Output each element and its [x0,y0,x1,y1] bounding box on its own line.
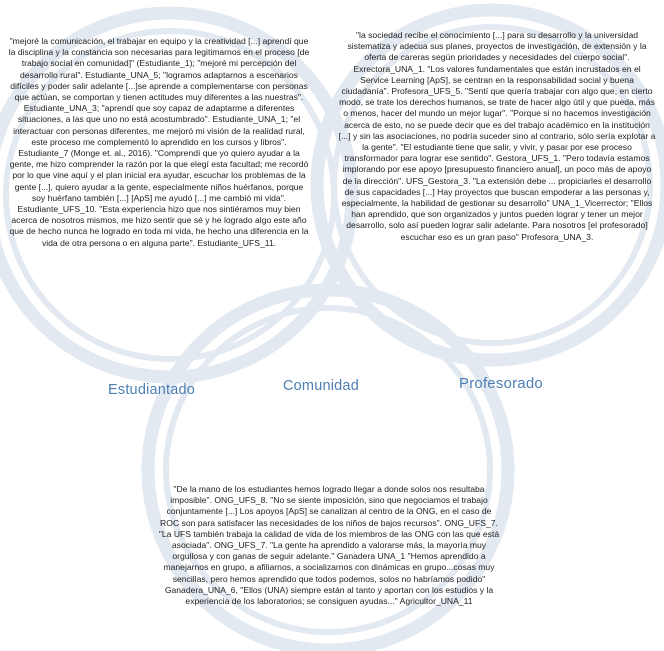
professors-quote-block: "la sociedad recibe el conocimiento [...] para su desarrollo y la universidad sistematiza y adecua sus planes, proyectos de investigación, de extensión y la oferta de careras según prioridades y necesidades del cuerpo social". Exrectora_UNA_1. "Los valores fundamentales que están incrustados en el Service Learning [ApS], se centran en la responsabilidad social y buena ciudadanía". Profesora_UFS_5. "Sentí que quería trabajar con algo que, en cierto modo, se trate los derechos humanos, se trate de hacer algo útil y que pueda, más o menos, hacer del mundo un mejor lugar". "Porque si no hacemos investigación acerca de esto, no se puede decir que es del trabajo académico en la institución [...] y sin las asociaciones, no podría suceder sino al contrario, sólo sería explotar a la gente". "El estudiante tiene que salir, y vivir, y pasar por ese proceso transformador para lograr ese sentido". Gestora_UFS_1. "Pero todavía estamos implorando por ese apoyo [presupuesto financiero anual], un poco más de apoyo de la dirección". UFS_Gestora_3. "La extensión debe ... propiciarles el desarrollo de sus capacidades [...] Hay proyectos que buscan empoderar a las personas y, especialmente, la habilidad de gestionar su desarrollo" UNA_1_Vicerrector; "Ellos han aprendido, que son organizados y juntos pueden lograr y tener un mejor desarrollo, solo así pueden lograr salir adelante. Para nosotros [el profesorado] escuchar eso es un gran paso" Profesora_UNA_3. [338,30,656,242]
community-label: Comunidad [283,378,359,394]
students-label: Estudiantado [108,382,196,398]
students-quote-block: "mejoré la comunicación, el trabajar en equipo y la creatividad [...] aprendí que la disciplina y la constancia son necesarias para legitimarnos en el proceso [de trabajo social en comunidad]" (Estudiante_1); "mejoré mi percepción del desarrollo rural". Estudiante_UNA_5; "logramos adaptarnos a escenarios difíciles y poder salir adelante [...]se aprende a complementarse con personas que actúan, se comportan y tienen actitudes muy diferentes a las nuestras". Estudiante_UNA_3; "aprendí que soy capaz de adaptarme a diferentes situaciones, a las que uno no está acostumbrado". Estudiante_UNA_1; "el interactuar con personas diferentes, me mejoró mi visión de la realidad rural, este proceso me complementó lo aprendido en los cursos y libros". Estudiante_7 (Monge et. al., 2016). "Comprendí que yo quiero ayudar a la gente, me hizo comprender la razón por la que elegí esta facultad; me recordó por lo que vine aquí y el plan inicial era ayudar, escuchar los problemas de la gente [...], quiero ayudar a la gente, especialmente niños huérfanos, porque soy huérfano también [...] [ApS] me ayudó [...] me cambió mi vida". Estudiante_UFS_10. "Esta experiencia hizo que nos sintiéramos muy bien acerca de nosotros mismos, me hizo sentir que sé y he logrado algo este año que de hecho nunca he logrado en toda mi vida, he hecho una diferencia en la vida de otra persona o en alguna parte". Estudiante_UFS_11. [8,36,310,248]
professors-label: Profesorado [459,375,543,392]
community-quote-block: "De la mano de los estudiantes hemos logrado llegar a donde solos nos resultaba imposible". ONG_UFS_8. "No se siente imposición, sino que negociamos el trabajo conjuntamente [...] Los apoyos [ApS] se canalizan al centro de la ONG, en el caso de ROC son para satisfacer las necesidades de los niños de bajos recursos". ONG_UFS_7. "La UFS también trabaja la calidad de vida de los miembros de las ONG con las que está asociada". ONG_UFS_7. "La gente ha aprendido a valorarse más, la mayoría muy orgullosa y con ganas de seguir adelante." Ganadera UNA_1 "Hemos aprendido a manejarnos en grupo, a afiliarnos, a socializarnos con dinámicas en grupo...cosas muy sencillas, pero hemos aprendido que todos podemos, solos no habríamos podido" Ganadera_UNA_6, "Ellos (UNA) siempre están al tanto y aportan con los estudios y la experiencia de los laboratorios; se consiguen ayudas..." Agricultor_UNA_11 [158,484,500,607]
